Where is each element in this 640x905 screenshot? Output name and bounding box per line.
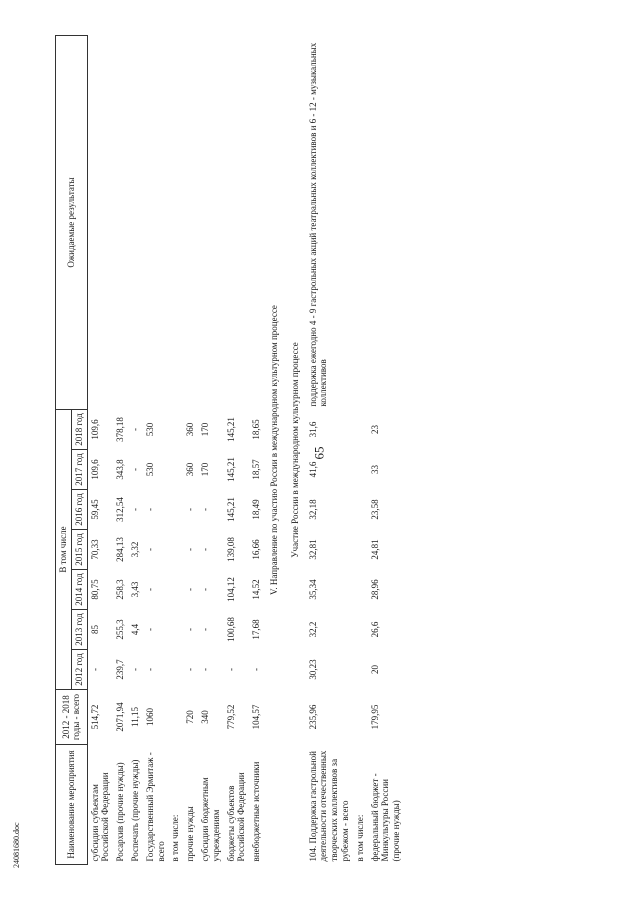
- row-year-value: -: [185, 508, 196, 511]
- row-result: [224, 36, 250, 410]
- row-result: [113, 36, 128, 410]
- row-total: 104,57: [251, 704, 262, 730]
- row-name: в том числе:: [170, 814, 181, 862]
- header-year: 2017 год: [71, 450, 87, 490]
- row-year-value: 258,3: [115, 579, 126, 600]
- row-year-value: 41,6: [307, 461, 318, 478]
- row-name: федеральный бюджет - Минкультуры России (прочие нужды): [369, 773, 402, 862]
- row-year-value: -: [144, 668, 155, 671]
- row-year-value: -: [144, 508, 155, 511]
- row-year-value: 530: [144, 422, 155, 437]
- row-year-value: 32,18: [307, 499, 318, 520]
- row-name: субсидии бюджетным учреждениям: [199, 777, 221, 862]
- header-including: В том числе: [56, 409, 72, 689]
- page-number: 65: [311, 446, 327, 460]
- header-results: Ожидаемые результаты: [56, 36, 88, 410]
- row-year-value: -: [129, 468, 140, 471]
- row-year-value: -: [144, 588, 155, 591]
- header-year: 2013 год: [71, 610, 87, 650]
- row-total: 235,96: [307, 704, 318, 730]
- row-year-value: -: [129, 668, 140, 671]
- row-year-value: [353, 490, 368, 530]
- row-year-value: 145,21: [225, 457, 236, 482]
- header-year: 2018 год: [71, 409, 87, 449]
- row-year-value: [168, 450, 183, 490]
- file-id: 24081680.doc: [12, 822, 21, 868]
- row-total: 779,52: [225, 704, 236, 730]
- row-year-value: [353, 450, 368, 490]
- row-total: [168, 690, 183, 745]
- row-year-value: 35,34: [307, 579, 318, 600]
- row-year-value: 26,6: [369, 621, 380, 638]
- row-year-value: 17,68: [251, 619, 262, 640]
- row-year-value: -: [129, 428, 140, 431]
- row-year-value: -: [185, 548, 196, 551]
- rotated-table-area: [55, 35, 595, 865]
- row-year-value: 530: [144, 462, 155, 477]
- row-name: 104. Поддержка гастрольной деятельности отечественных творческих коллективов за рубежом - всего: [307, 750, 350, 862]
- row-result: [249, 36, 264, 410]
- row-year-value: 33: [369, 465, 380, 474]
- table-row: [353, 36, 368, 865]
- row-year-value: 3,32: [129, 541, 140, 558]
- row-year-value: -: [185, 588, 196, 591]
- row-name: в том числе:: [354, 814, 365, 862]
- row-year-value: 23,58: [369, 499, 380, 520]
- row-total: 514,72: [89, 704, 100, 730]
- table-row: [183, 36, 198, 865]
- row-year-value: 145,21: [225, 497, 236, 522]
- row-year-value: 145,21: [225, 417, 236, 442]
- row-year-value: -: [144, 628, 155, 631]
- row-year-value: 32,81: [307, 539, 318, 560]
- row-result: [368, 36, 404, 410]
- row-year-value: [353, 570, 368, 610]
- row-year-value: -: [199, 508, 210, 511]
- row-total: 179,95: [369, 704, 380, 730]
- table-row: [113, 36, 128, 865]
- row-year-value: 170: [199, 462, 210, 477]
- row-year-value: [168, 490, 183, 530]
- row-year-value: -: [199, 588, 210, 591]
- row-year-value: 31,6: [307, 421, 318, 438]
- table-row: [198, 36, 224, 865]
- row-year-value: [168, 530, 183, 570]
- table-row: [87, 36, 113, 865]
- row-total: 720: [185, 710, 196, 724]
- row-result: поддержка ежегодно 4 - 9 гастрольных акций театральных коллективов и 6 - 12 - музыкальных коллективов: [307, 42, 329, 407]
- row-name: бюджеты субъектов Российской Федерации: [225, 772, 247, 862]
- row-year-value: 30,23: [307, 659, 318, 680]
- row-year-value: 360: [185, 462, 196, 477]
- row-year-value: 109,6: [89, 419, 100, 440]
- row-year-value: 170: [199, 422, 210, 437]
- row-year-value: 239,7: [115, 659, 126, 680]
- row-year-value: [353, 650, 368, 690]
- row-total: 340: [199, 710, 210, 724]
- row-year-value: -: [89, 668, 100, 671]
- row-year-value: 100,68: [225, 617, 236, 642]
- row-year-value: 109,6: [89, 459, 100, 480]
- row-year-value: -: [185, 668, 196, 671]
- header-year: 2012 год: [71, 650, 87, 690]
- row-year-value: [168, 650, 183, 690]
- row-year-value: 378,18: [115, 417, 126, 442]
- row-year-value: 18,49: [251, 499, 262, 520]
- row-total: [353, 690, 368, 745]
- table-row: [128, 36, 143, 865]
- row-name: внебюджетные источники: [251, 761, 262, 862]
- row-year-value: 139,08: [225, 537, 236, 562]
- row-year-value: -: [199, 548, 210, 551]
- row-year-value: 24,81: [369, 539, 380, 560]
- row-result: [353, 36, 368, 410]
- table-header: [56, 36, 88, 865]
- row-total: 2071,94: [115, 702, 126, 732]
- row-year-value: -: [199, 668, 210, 671]
- row-year-value: 4,4: [129, 623, 140, 636]
- budget-table: [55, 35, 404, 865]
- table-row: [168, 36, 183, 865]
- header-total: 2012 - 2018 годы - всего: [56, 690, 88, 745]
- row-name: Государственный Эрмитаж - всего: [144, 752, 166, 862]
- header-name: Наименование мероприятия: [56, 745, 88, 865]
- header-year: 2015 год: [71, 530, 87, 570]
- row-year-value: -: [199, 628, 210, 631]
- row-year-value: 23: [369, 425, 380, 434]
- row-year-value: 32,2: [307, 621, 318, 638]
- row-year-value: [353, 530, 368, 570]
- row-year-value: [168, 409, 183, 449]
- row-year-value: 360: [185, 422, 196, 437]
- row-year-value: 20: [369, 665, 380, 674]
- row-year-value: -: [144, 548, 155, 551]
- section-heading: [264, 36, 306, 865]
- row-total: 11,15: [129, 707, 140, 727]
- row-year-value: 14,52: [251, 579, 262, 600]
- row-year-value: 18,57: [251, 459, 262, 480]
- row-year-value: -: [225, 668, 236, 671]
- row-year-value: 80,75: [89, 579, 100, 600]
- table-row: [306, 36, 353, 865]
- header-year: 2016 год: [71, 490, 87, 530]
- row-year-value: 3,43: [129, 581, 140, 598]
- row-year-value: 16,66: [251, 539, 262, 560]
- row-result: [168, 36, 183, 410]
- table-row: [143, 36, 169, 865]
- row-year-value: 255,3: [115, 619, 126, 640]
- table-body-a: [87, 36, 264, 865]
- header-year: 2014 год: [71, 570, 87, 610]
- row-year-value: 70,33: [89, 539, 100, 560]
- row-name: Росархив (прочие нужды): [115, 762, 126, 862]
- row-year-value: 28,96: [369, 579, 380, 600]
- row-year-value: [353, 409, 368, 449]
- row-name: прочие нужды: [185, 806, 196, 862]
- section-title: V. Направление по участию России в международном культурном процессе: [268, 305, 279, 595]
- row-year-value: -: [185, 628, 196, 631]
- row-year-value: -: [251, 668, 262, 671]
- row-total: 1060: [144, 708, 155, 726]
- row-year-value: 312,54: [115, 497, 126, 522]
- row-result: [143, 36, 169, 410]
- row-name: Роспечать (прочие нужды): [129, 759, 140, 862]
- row-year-value: 18,65: [251, 419, 262, 440]
- row-year-value: [168, 570, 183, 610]
- subsection-title: Участие России в международном культурном процессе: [289, 342, 300, 558]
- row-year-value: 343,8: [115, 459, 126, 480]
- row-year-value: -: [129, 508, 140, 511]
- row-year-value: 85: [89, 625, 100, 634]
- row-year-value: 59,45: [89, 499, 100, 520]
- table-row: [249, 36, 264, 865]
- row-result: [183, 36, 198, 410]
- table-row: [224, 36, 250, 865]
- row-result: [198, 36, 224, 410]
- row-year-value: 284,13: [115, 537, 126, 562]
- table-body-b: [306, 36, 404, 865]
- row-year-value: [353, 610, 368, 650]
- row-result: [128, 36, 143, 410]
- table-row: [368, 36, 404, 865]
- row-result: [87, 36, 113, 410]
- row-name: субсидии субъектам Российской Федерации: [89, 772, 111, 862]
- row-year-value: [168, 610, 183, 650]
- row-year-value: 104,12: [225, 577, 236, 602]
